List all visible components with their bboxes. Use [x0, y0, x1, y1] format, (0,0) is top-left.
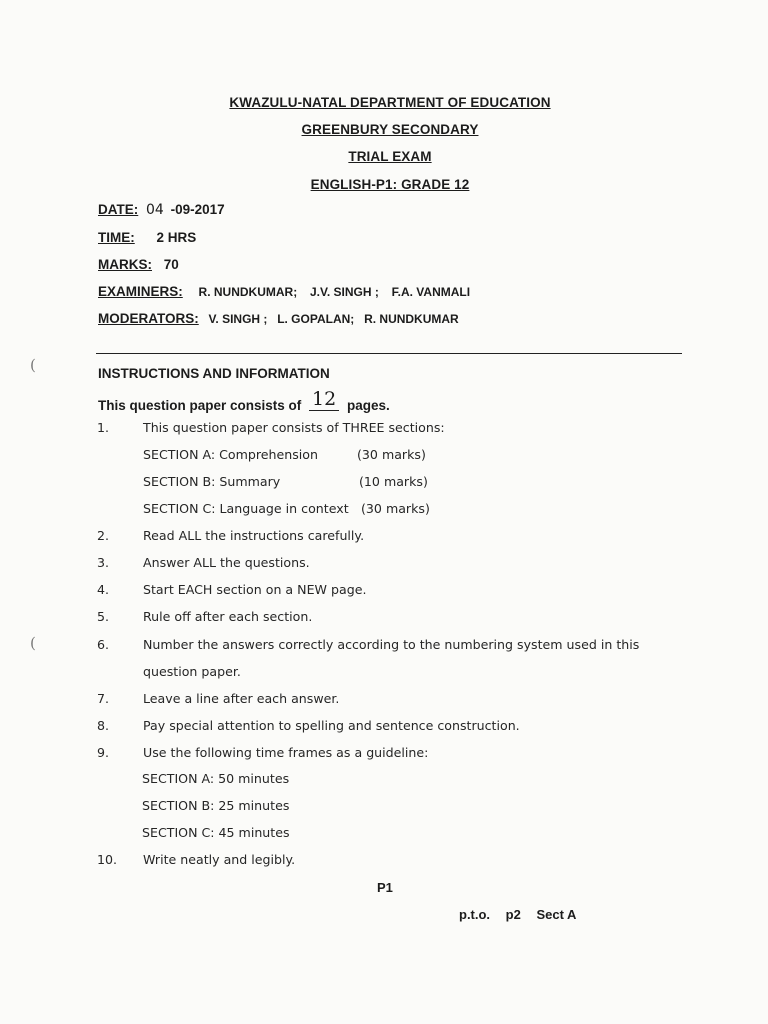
margin-mark: ( [30, 634, 36, 652]
item-text: Answer ALL the questions. [143, 555, 310, 570]
date-rest: -09-2017 [170, 202, 225, 217]
item-number: 4. [97, 582, 110, 597]
item-number: 6. [97, 637, 110, 652]
moderators-label: MODERATORS: [98, 311, 199, 326]
time-frame: SECTION A: 50 minutes [142, 771, 290, 786]
pages-count-handwritten: 12 [309, 388, 339, 411]
paper-label: P1 [377, 880, 393, 895]
item-text: Write neatly and legibly. [143, 852, 296, 867]
item-text: Pay special attention to spelling and sentence construction. [143, 718, 520, 733]
school-heading: GREENBURY SECONDARY [301, 122, 479, 137]
margin-mark: ( [30, 356, 36, 374]
time-value: 2 HRS [156, 230, 197, 245]
item-text-continued: question paper. [143, 664, 241, 679]
instructions-title: INSTRUCTIONS AND INFORMATION [98, 366, 330, 381]
marks-label: MARKS: [98, 257, 152, 272]
item-text: This question paper consists of THREE sections: [143, 420, 445, 435]
examiner-name: J.V. SINGH ; [309, 285, 379, 299]
marks-row [98, 257, 179, 272]
section-marks: (10 marks) [359, 474, 428, 489]
item-number: 1. [97, 420, 110, 435]
section-marks: (30 marks) [357, 447, 426, 462]
item-number: 9. [97, 745, 110, 760]
item-number: 8. [97, 718, 110, 733]
section-name: SECTION C: Language in context [143, 501, 349, 516]
examiners-row [98, 284, 470, 299]
exam-heading: TRIAL EXAM [348, 149, 432, 164]
pages-suffix: pages. [347, 398, 390, 413]
date-row [98, 202, 225, 218]
time-frame: SECTION B: 25 minutes [142, 798, 290, 813]
department-heading: KWAZULU-NATAL DEPARTMENT OF EDUCATION [229, 95, 551, 110]
divider-line [96, 353, 682, 354]
marks-value: 70 [163, 257, 179, 272]
subject-heading: ENGLISH-P1: GRADE 12 [310, 177, 470, 192]
date-day-handwritten: 04 [146, 202, 164, 218]
item-text: Read ALL the instructions carefully. [143, 528, 365, 543]
moderators-row [98, 311, 459, 326]
examiner-name: R. NUNDKUMAR; [198, 285, 298, 299]
section-name: SECTION B: Summary [143, 474, 281, 489]
moderator-name: R. NUNDKUMAR [364, 312, 459, 326]
next-section-text: Sect A [536, 907, 577, 922]
time-frame: SECTION C: 45 minutes [142, 825, 290, 840]
pto-text: p.t.o. [459, 907, 491, 922]
item-text: Leave a line after each answer. [143, 691, 340, 706]
date-label: DATE: [98, 202, 139, 217]
item-text: Rule off after each section. [143, 609, 313, 624]
next-page-text: p2 [505, 907, 521, 922]
pto-label [459, 907, 576, 922]
pages-prefix: This question paper consists of [98, 398, 302, 413]
examiner-name: F.A. VANMALI [391, 285, 471, 299]
item-number: 3. [97, 555, 110, 570]
time-label: TIME: [98, 230, 135, 245]
item-text: Start EACH section on a NEW page. [143, 582, 367, 597]
item-number: 10. [97, 852, 118, 867]
item-number: 2. [97, 528, 110, 543]
time-row [98, 230, 196, 245]
section-marks: (30 marks) [361, 501, 430, 516]
item-text: Number the answers correctly according to the numbering system used in this [143, 637, 640, 652]
moderator-name: L. GOPALAN; [277, 312, 355, 326]
item-number: 7. [97, 691, 110, 706]
item-number: 5. [97, 609, 110, 624]
section-name: SECTION A: Comprehension [143, 447, 318, 462]
pages-line [98, 388, 390, 415]
moderator-name: V. SINGH ; [208, 312, 268, 326]
examiners-label: EXAMINERS: [98, 284, 183, 299]
item-text: Use the following time frames as a guideline: [143, 745, 429, 760]
